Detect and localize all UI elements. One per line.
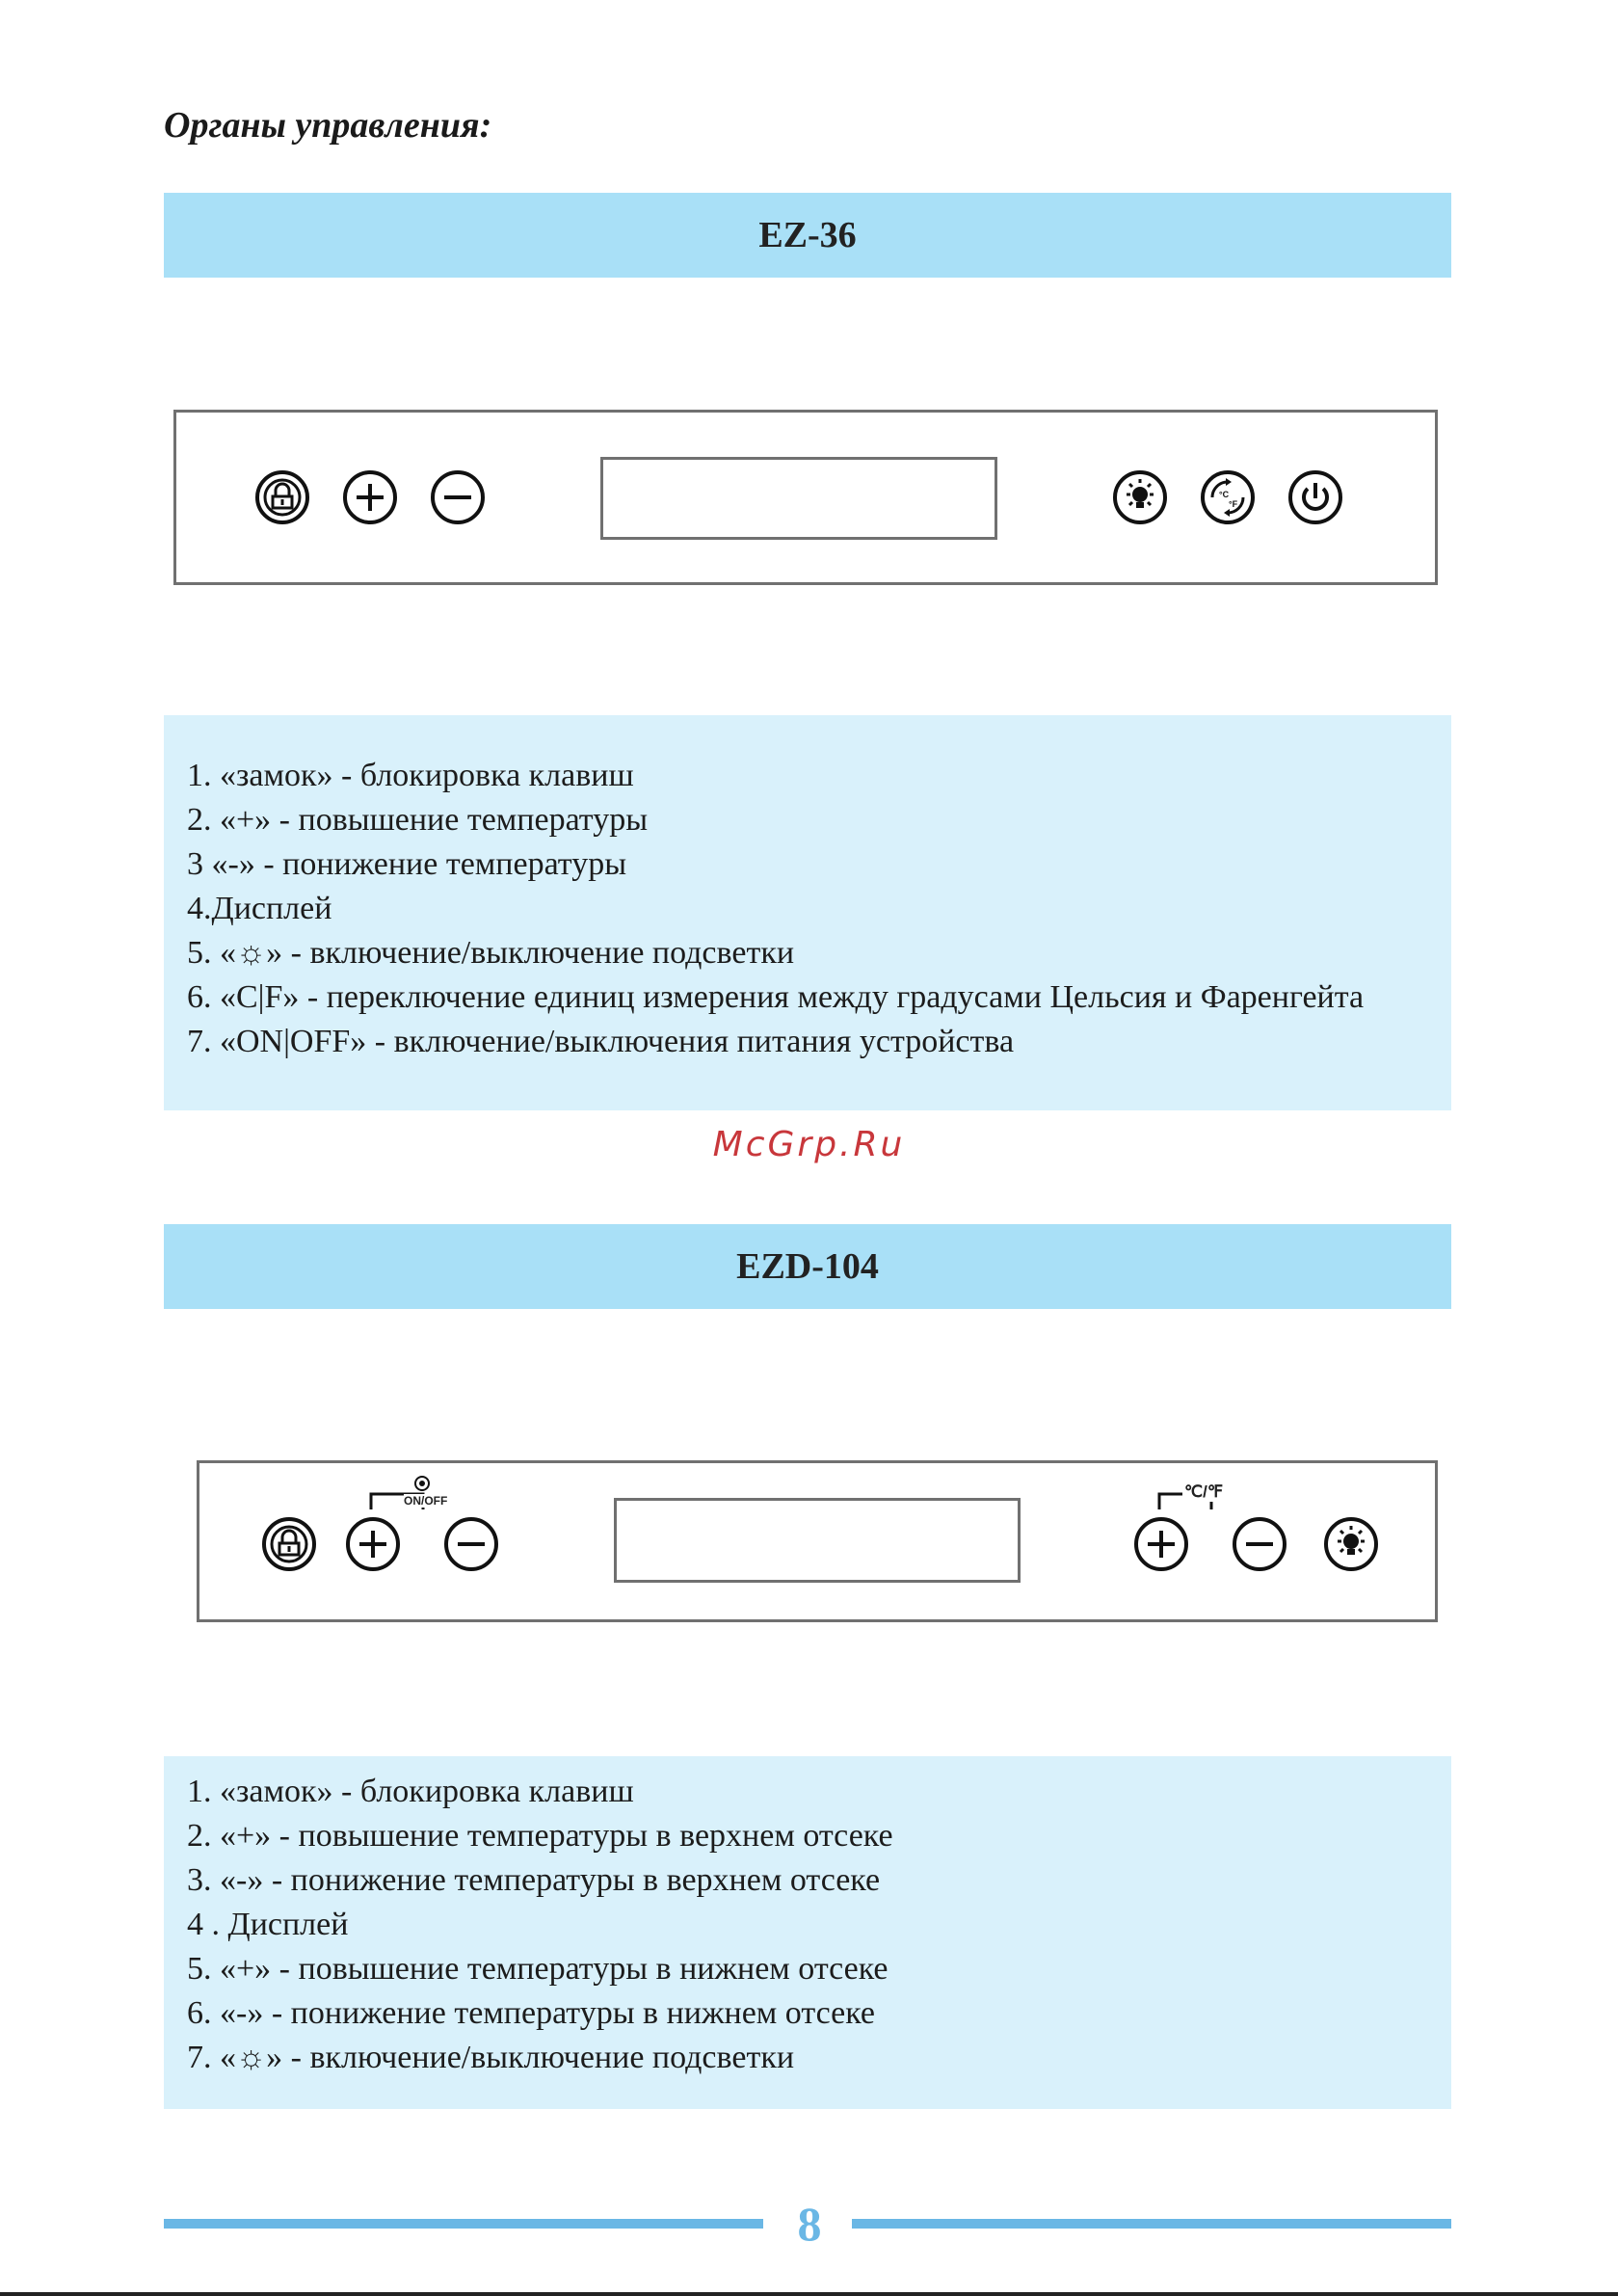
svg-text:°C: °C — [1219, 490, 1230, 499]
model-banner-ezd104: EZD-104 — [164, 1224, 1451, 1309]
minus-icon[interactable] — [429, 468, 487, 526]
footer-line-left — [164, 2219, 763, 2229]
lock-icon[interactable] — [253, 468, 311, 526]
list-item: 7. «☼» - включение/выключение подсветки — [187, 2040, 795, 2075]
lock-icon[interactable] — [260, 1515, 318, 1573]
display-window — [600, 457, 997, 540]
power-icon[interactable] — [1286, 468, 1344, 526]
list-item: 2. «+» - повышение температуры в верхнем отсеке — [187, 1818, 893, 1854]
light-bulb-icon[interactable] — [1111, 468, 1169, 526]
svg-text:°F: °F — [1229, 499, 1238, 509]
unit-toggle-icon[interactable] — [1199, 468, 1257, 526]
list-item: 5. «☼» - включение/выключение подсветки — [187, 935, 795, 971]
plus-icon[interactable] — [341, 468, 399, 526]
list-item: 5. «+» - повышение температуры в нижнем отсеке — [187, 1951, 889, 1987]
list-item: 4.Дисплей — [187, 891, 332, 926]
description-box-ez36 — [164, 715, 1451, 1110]
list-item: 1. «замок» - блокировка клавиш — [187, 758, 634, 793]
minus-icon[interactable] — [442, 1515, 500, 1573]
list-item: 3 «-» - понижение температуры — [187, 846, 627, 882]
model-banner-ez36: EZ-36 — [164, 193, 1451, 278]
bottom-edge — [0, 2292, 1618, 2296]
list-item: 7. «ON|OFF» - включение/выключения питания устройства — [187, 1024, 1015, 1059]
control-panel-ezd104 — [197, 1460, 1438, 1622]
list-item: 2. «+» - повышение температуры — [187, 802, 649, 838]
list-item: 1. «замок» - блокировка клавиш — [187, 1774, 634, 1809]
on-off-label: ON/OFF — [404, 1494, 448, 1508]
list-item: 6. «С|F» - переключение единиц измерения между градусами Цельсия и Фаренгейта — [187, 979, 1365, 1015]
section-title: Органы управления: — [164, 105, 492, 146]
footer-line-right — [852, 2219, 1451, 2229]
list-item: 6. «-» - понижение температуры в нижнем отсеке — [187, 1995, 875, 2031]
page-number: 8 — [797, 2197, 822, 2251]
control-panel-ez36 — [173, 410, 1438, 585]
power-small-icon — [413, 1475, 431, 1492]
watermark: McGrp.Ru — [712, 1125, 906, 1164]
minus-icon[interactable] — [1231, 1515, 1288, 1573]
list-item: 4 . Дисплей — [187, 1907, 349, 1942]
plus-icon[interactable] — [1132, 1515, 1190, 1573]
description-box-ezd104 — [164, 1756, 1451, 2109]
cf-label: ℃/℉ — [1184, 1482, 1223, 1501]
display-window — [614, 1498, 1021, 1583]
light-bulb-icon[interactable] — [1322, 1515, 1380, 1573]
list-item: 3. «-» - понижение температуры в верхнем отсеке — [187, 1862, 881, 1898]
plus-icon[interactable] — [344, 1515, 402, 1573]
